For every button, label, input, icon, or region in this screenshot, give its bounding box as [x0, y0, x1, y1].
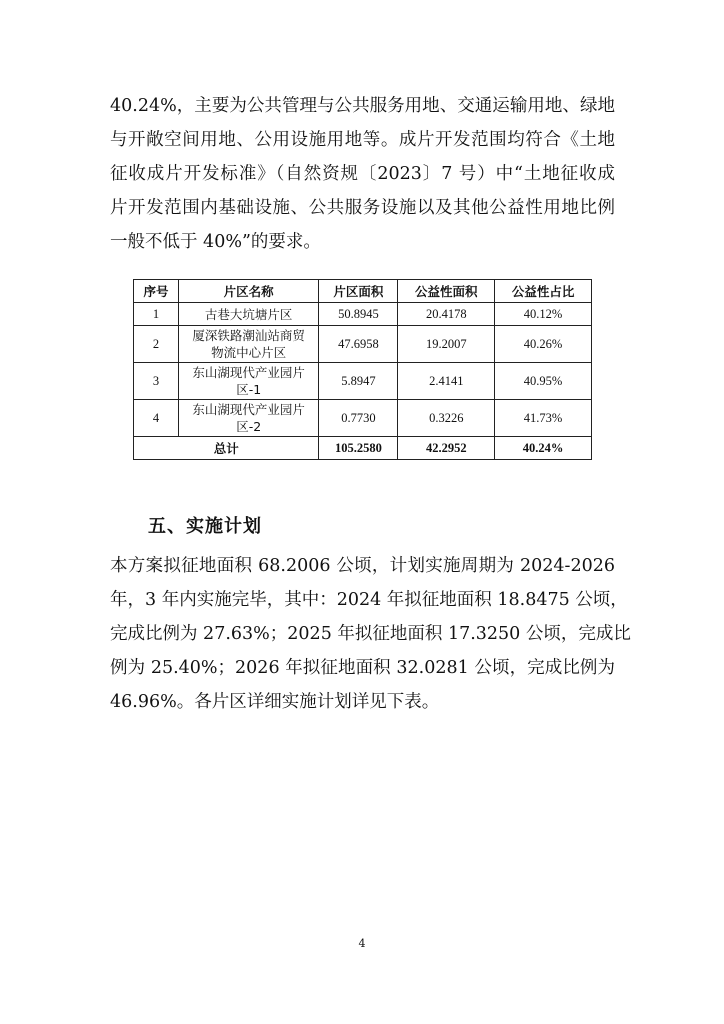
section-heading: 五、实施计划	[148, 516, 262, 537]
text-line: 与开敞空间用地、公用设施用地等。成片开发范围均符合《土地	[110, 130, 615, 150]
cell-ratio: 41.73%	[495, 400, 592, 437]
cell-public-area: 20.4178	[398, 303, 495, 326]
text-line: 征收成片开发标准》（自然资规〔2023〕7 号）中“土地征收成	[110, 164, 615, 184]
table-total-row	[134, 437, 592, 460]
cell-ratio: 40.95%	[495, 363, 592, 400]
text-line: 40.24%，主要为公共管理与公共服务用地、交通运输用地、绿地	[110, 96, 615, 116]
total-public-area: 42.2952	[398, 437, 495, 460]
header-name: 片区名称	[178, 280, 319, 303]
cell-public-area: 0.3226	[398, 400, 495, 437]
name-line: 厦深铁路潮汕站商贸	[192, 328, 305, 343]
header-area: 片区面积	[319, 280, 398, 303]
total-area: 105.2580	[319, 437, 398, 460]
cell-name	[178, 363, 319, 400]
cell-name	[178, 303, 319, 326]
cell-area: 0.7730	[319, 400, 398, 437]
name-line: 古巷大坑塘片区	[204, 306, 293, 322]
cell-no: 4	[134, 400, 179, 437]
cell-area: 47.6958	[319, 326, 398, 363]
page-number: 4	[358, 937, 366, 950]
cell-area: 50.8945	[319, 303, 398, 326]
cell-no: 3	[134, 363, 179, 400]
cell-name	[178, 326, 319, 363]
intro-paragraph	[110, 89, 615, 259]
cell-ratio: 40.26%	[495, 326, 592, 363]
name-line: 区-1	[236, 382, 262, 397]
name-line: 区-2	[236, 419, 262, 434]
header-no: 序号	[134, 280, 179, 303]
text-line: 本方案拟征地面积 68.2006 公顷，计划实施周期为 2024-2026	[110, 556, 615, 576]
table-row	[134, 363, 592, 400]
cell-public-area: 19.2007	[398, 326, 495, 363]
total-ratio: 40.24%	[495, 437, 592, 460]
table-row	[134, 400, 592, 437]
header-public-area: 公益性面积	[398, 280, 495, 303]
plan-paragraph	[110, 549, 631, 719]
text-line: 年，3 年内实施完毕，其中：2024 年拟征地面积 18.8475 公顷，	[110, 590, 628, 610]
cell-no: 2	[134, 326, 179, 363]
text-line: 一般不低于 40%”的要求。	[110, 232, 321, 252]
text-line: 完成比例为 27.63%；2025 年拟征地面积 17.3250 公顷，完成比	[110, 624, 631, 644]
cell-ratio: 40.12%	[495, 303, 592, 326]
name-line: 物流中心片区	[211, 345, 287, 360]
header-public-ratio: 公益性占比	[495, 280, 592, 303]
cell-name	[178, 400, 319, 437]
text-line: 46.96%。各片区详细实施计划详见下表。	[110, 692, 440, 712]
table-row	[134, 326, 592, 363]
name-line: 东山湖现代产业园片	[192, 365, 305, 380]
name-line: 东山湖现代产业园片	[192, 402, 305, 417]
cell-area: 5.8947	[319, 363, 398, 400]
cell-no: 1	[134, 303, 179, 326]
text-line: 片开发范围内基础设施、公共服务设施以及其他公益性用地比例	[110, 198, 615, 218]
table-header-row	[134, 280, 592, 303]
cell-public-area: 2.4141	[398, 363, 495, 400]
total-label: 总计	[134, 437, 319, 460]
text-line: 例为 25.40%；2026 年拟征地面积 32.0281 公顷，完成比例为	[110, 658, 615, 678]
district-area-table	[133, 279, 592, 460]
table-row	[134, 303, 592, 326]
